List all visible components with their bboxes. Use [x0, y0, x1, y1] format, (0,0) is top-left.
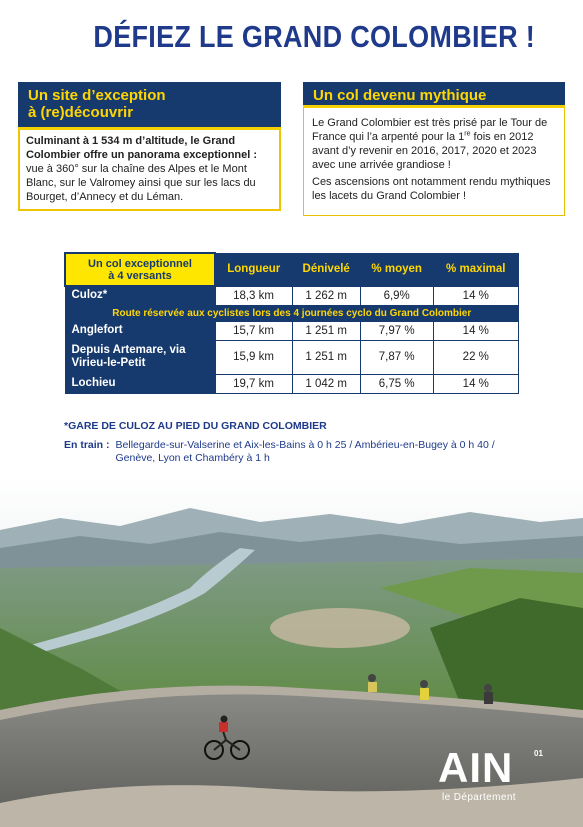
row-name: Lochieu — [65, 374, 215, 393]
cell-max-grade: 14 % — [433, 374, 518, 393]
table-corner-label: Un col exceptionnel à 4 versants — [65, 253, 215, 286]
table-note: Route réservée aux cyclistes lors des 4 journées cyclo du Grand Colombier — [65, 305, 519, 321]
table-row — [65, 286, 519, 305]
cell-elevation: 1 251 m — [292, 340, 360, 374]
cell-length: 18,3 km — [215, 286, 292, 305]
row-name: Depuis Artemare, via Virieu-le-Petit — [65, 340, 215, 374]
climb-table — [64, 252, 519, 394]
cell-length: 19,7 km — [215, 374, 292, 393]
card-paragraph-1: Le Grand Colombier est très prisé par le Tour de France qui l’a arpenté pour la 1re fois en 2012 avant d’y revenir en 2016, 2017, 2020 et 2023 avec une arrivée grandiose ! — [312, 117, 548, 171]
card-heading: Un col devenu mythique — [303, 82, 565, 108]
table-row — [65, 340, 519, 374]
cell-avg-grade: 6,9% — [360, 286, 433, 305]
card-body — [303, 108, 565, 216]
card-col-mythique — [303, 82, 565, 216]
card-intro: Culminant à 1 534 m d’altitude, le Grand Colombier offre un panorama exceptionnel : — [26, 135, 258, 161]
cell-elevation: 1 251 m — [292, 321, 360, 340]
page-title: DÉFIEZ LE GRAND COLOMBIER ! — [93, 20, 535, 54]
logo-wordmark: AIN — [438, 744, 514, 791]
cell-max-grade: 14 % — [433, 321, 518, 340]
cell-max-grade: 22 % — [433, 340, 518, 374]
cell-elevation: 1 042 m — [292, 374, 360, 393]
card-paragraph-2: Ces ascensions ont notamment rendu mythiques les lacets du Grand Colombier ! — [312, 176, 551, 202]
column-header-max-grade: % maximal — [433, 253, 518, 286]
cell-avg-grade: 7,87 % — [360, 340, 433, 374]
table-row — [65, 374, 519, 393]
column-header-length: Longueur — [215, 253, 292, 286]
table-note-row — [65, 305, 519, 321]
column-header-avg-grade: % moyen — [360, 253, 433, 286]
card-body — [18, 130, 281, 211]
card-text: vue à 360° sur la chaîne des Alpes et le Mont Blanc, sur le Valromey ainsi que sur les lacs du Bourget, d’Annecy et du Léman. — [26, 163, 256, 203]
cell-length: 15,9 km — [215, 340, 292, 374]
cell-avg-grade: 6,75 % — [360, 374, 433, 393]
train-info-text: Bellegarde-sur-Valserine et Aix-les-Bains à 0 h 25 / Ambérieu-en-Bugey à 0 h 40 / Genève, Lyon et Chambéry à 1 h — [115, 439, 495, 464]
logo-number: 01 — [534, 749, 543, 758]
cell-length: 15,7 km — [215, 321, 292, 340]
column-header-elevation: Dénivelé — [292, 253, 360, 286]
ain-department-logo — [436, 746, 556, 808]
card-heading-line2: à (re)découvrir — [28, 104, 134, 121]
table-row — [65, 321, 519, 340]
train-info — [64, 420, 534, 465]
logo-subtitle: le Département — [442, 792, 516, 803]
train-info-heading: *GARE DE CULOZ AU PIED DU GRAND COLOMBIER — [64, 420, 327, 432]
train-info-row — [64, 439, 534, 465]
card-heading — [18, 82, 281, 130]
cell-avg-grade: 7,97 % — [360, 321, 433, 340]
cell-elevation: 1 262 m — [292, 286, 360, 305]
row-name: Culoz* — [65, 286, 215, 305]
card-site-exception — [18, 82, 281, 211]
train-info-label: En train : — [64, 439, 110, 451]
card-heading-line1: Un site d’exception — [28, 87, 166, 104]
cell-max-grade: 14 % — [433, 286, 518, 305]
row-name: Anglefort — [65, 321, 215, 340]
